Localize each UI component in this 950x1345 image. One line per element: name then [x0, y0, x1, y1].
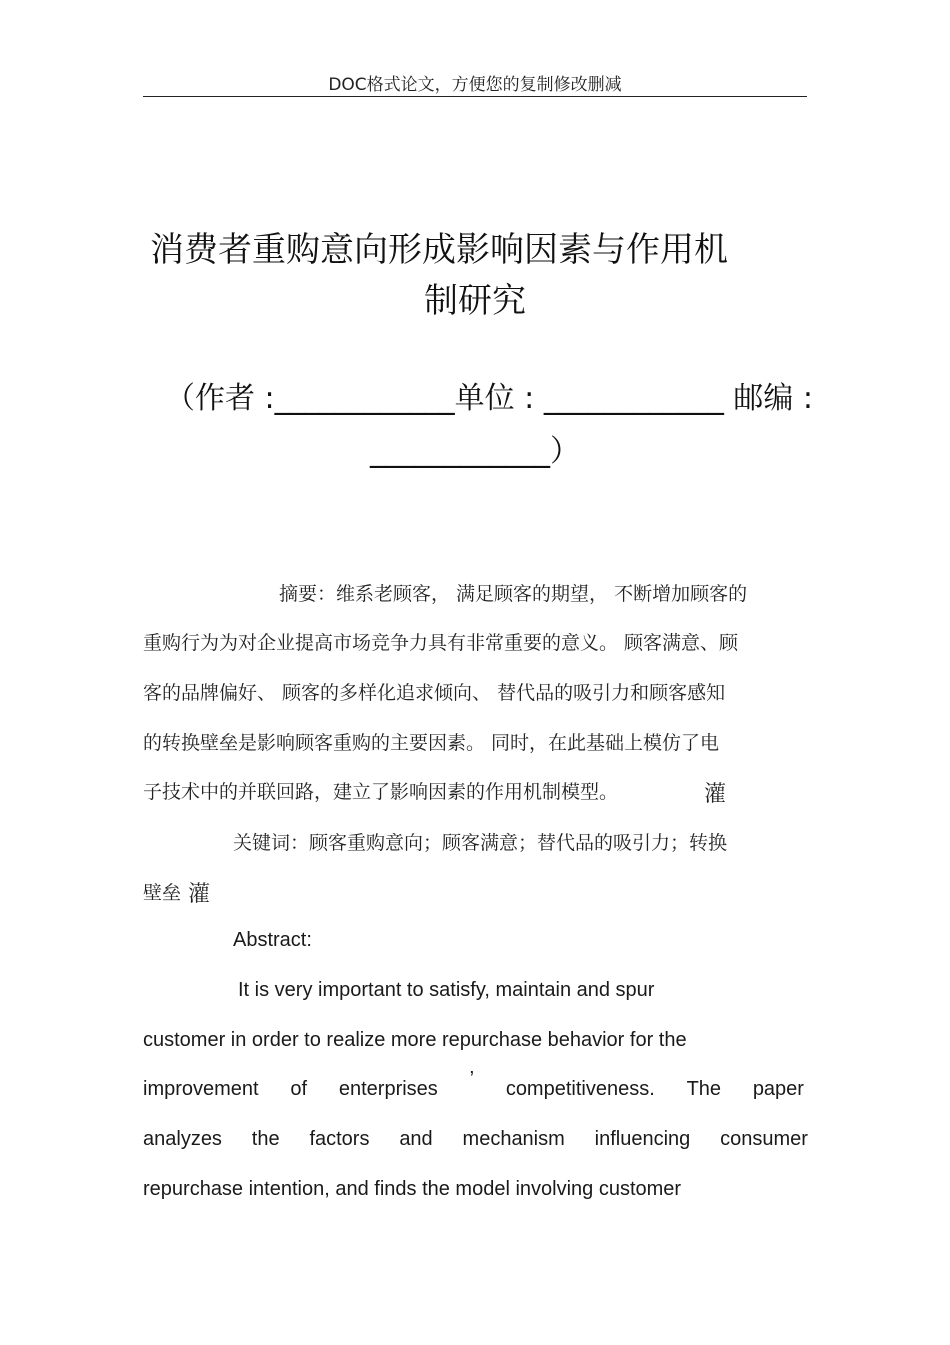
abstract-en-word: competitiveness.	[505, 1078, 655, 1100]
paper-title-line-2: 制研究	[424, 281, 526, 321]
byline-line-1: （作者 :____________单位 : ____________ 邮编 :	[165, 381, 814, 416]
abstract-en-line-2: customer in order to realize more repurchase behavior for the	[143, 1029, 687, 1051]
byline-line-2: ____________）	[370, 434, 580, 469]
page-header: DOC格式论文，方便您的复制修改删减	[328, 75, 622, 95]
abstract-en-word: analyzes	[143, 1128, 222, 1150]
abstract-cn-line-4: 的转换壁垒是影响顾客重购的主要因素。 同时，在此基础上模仿了电	[143, 732, 720, 754]
abstract-en-word: consumer	[720, 1128, 808, 1150]
keywords-cn-end-glyph: 灌	[188, 882, 211, 907]
abstract-cn-line-2: 重购行为为对企业提高市场竞争力具有非常重要的意义。 顾客满意、顾	[143, 632, 739, 654]
header-divider	[143, 96, 807, 97]
abstract-en-word: and	[399, 1128, 433, 1150]
abstract-en-label: Abstract:	[233, 929, 312, 951]
abstract-en-line-3	[143, 1068, 804, 1101]
abstract-en-word: the	[251, 1128, 280, 1150]
abstract-cn-line-1: 摘要：维系老顾客， 满足顾客的期望， 不断增加顾客的	[279, 583, 748, 605]
abstract-en-word: factors	[309, 1128, 370, 1150]
abstract-cn-end-glyph: 灌	[704, 782, 727, 807]
abstract-en-word: paper	[752, 1078, 804, 1100]
abstract-en-word: mechanism	[462, 1128, 565, 1150]
keywords-cn-line-2: 壁垒	[143, 882, 182, 904]
abstract-cn-line-3: 客的品牌偏好、 顾客的多样化追求倾向、 替代品的吸引力和顾客感知	[143, 682, 726, 704]
paper-title-line-1: 消费者重购意向形成影响因素与作用机	[150, 230, 728, 270]
abstract-en-word: of	[290, 1078, 308, 1100]
keywords-cn-line-1: 关键词：顾客重购意向；顾客满意；替代品的吸引力；转换	[233, 832, 728, 854]
abstract-en-word: The	[686, 1078, 722, 1100]
abstract-en-line-5: repurchase intention, and finds the model involving customer	[143, 1178, 682, 1200]
abstract-en-word: enterprises	[338, 1078, 438, 1100]
abstract-en-word: improvement	[143, 1078, 259, 1100]
abstract-en-word: ’	[469, 1068, 475, 1090]
abstract-en-line-4	[143, 1128, 808, 1151]
abstract-en-word: influencing	[594, 1128, 691, 1150]
abstract-cn-line-5: 子技术中的并联回路，建立了影响因素的作用机制模型。	[143, 781, 619, 803]
abstract-en-line-1: It is very important to satisfy, maintain and spur	[238, 979, 655, 1001]
